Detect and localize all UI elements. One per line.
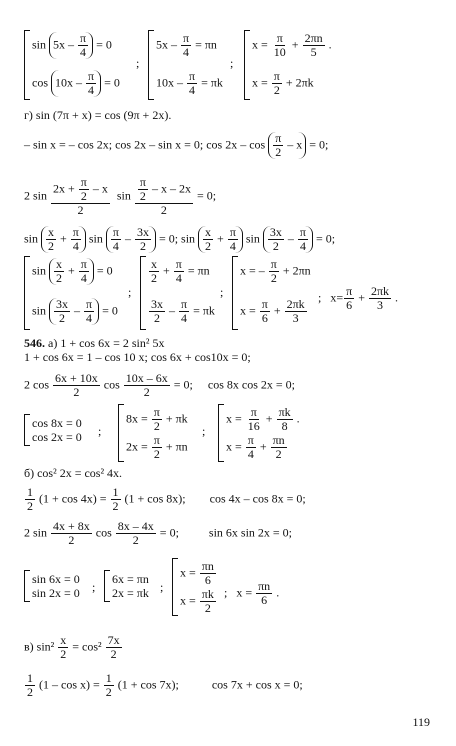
system-bracket <box>24 256 30 330</box>
line-546-2: 1 + cos 6x = 1 – cos 10 x; cos 6x + cos10x = 0; <box>24 350 251 364</box>
eq-x-pi10: x = $\frac{\pi}{10}$ + $\frac{2\pi n}{5}$ . <box>252 31 332 59</box>
g-line2: – sin x = – cos 2x; cos 2x – sin x = 0; cos 2x – cos $\frac{\pi}{2}$ – x = 0; <box>24 131 329 159</box>
answer-b: ; x = $\frac{\pi n}{6}$ . <box>224 579 280 607</box>
system-bracket <box>104 570 110 602</box>
system-7 <box>24 414 94 446</box>
system-bracket <box>244 30 250 100</box>
eq-sin-5x: sin 5x – $\frac{\pi}{4}$ = 0 <box>32 31 112 59</box>
eq: sin 2x = 0 <box>32 586 80 600</box>
semicolon: ; <box>230 56 234 70</box>
eq: x = $\frac{\pi n}{6}$ <box>180 559 214 587</box>
eq: x = – $\frac{\pi}{2}$ + 2πn <box>240 257 311 285</box>
problem-number: 546. <box>24 336 45 350</box>
text: cos 4x – cos 8x = 0; <box>209 491 306 506</box>
system-bracket <box>118 404 124 462</box>
system-bracket <box>24 30 30 100</box>
system-10 <box>24 570 90 602</box>
system-bracket <box>148 30 154 100</box>
v-title: в) sin² $\frac{x}{2}$ = cos² $\frac{7x}{2}$ <box>24 633 120 661</box>
g-title: г) sin (7π + x) = cos (9π + 2x). <box>24 108 172 122</box>
semicolon: ; <box>98 424 102 438</box>
system-1 <box>24 30 134 100</box>
answer-label: x= <box>330 290 344 305</box>
v-line2: $\frac{1}{2}$ (1 – cos x) = $\frac{1}{2}$ (1 + cos 7x); cos 7x + cos x = 0; <box>27 671 303 699</box>
system-8 <box>118 404 198 462</box>
problem-546-a: а) 1 + cos 6x = 2 sin² 5x <box>48 336 165 350</box>
text: (1 – cos x) = <box>39 677 100 692</box>
eq: x = $\frac{\pi}{16}$ + $\frac{\pi k}{8}$ . <box>226 405 300 433</box>
eq: x = $\frac{\pi}{6}$ + $\frac{2\pi k}{3}$ <box>240 297 305 325</box>
eq-10x-pik: 10x – $\frac{\pi}{4}$ = πk <box>156 69 223 97</box>
eq: $\frac{x}{2}$ + $\frac{\pi}{4}$ = πn <box>151 257 210 285</box>
eq: 2x = πk <box>112 586 149 600</box>
semicolon: ; <box>160 580 164 594</box>
system-bracket <box>24 570 30 602</box>
b-line2: $\frac{1}{2}$ (1 + cos 4x) = $\frac{1}{2}$ (1 + cos 8x); cos 4x – cos 8x = 0; <box>27 485 306 513</box>
text: (1 + cos 8x); <box>124 491 186 506</box>
eq: cos 2x = 0 <box>32 430 82 444</box>
semicolon: ; <box>220 285 224 299</box>
text: (1 + cos 7x); <box>117 677 179 692</box>
eq: sin $\frac{x}{2}$ + $\frac{\pi}{4}$ = 0 <box>32 257 113 285</box>
system-9 <box>218 404 308 462</box>
eq: $\frac{3x}{2}$ – $\frac{\pi}{4}$ = πk <box>151 297 215 325</box>
system-5 <box>140 256 220 330</box>
text: = cos² <box>72 639 102 654</box>
answer-g: ; x= $\frac{\pi}{6}$ + $\frac{2\pi k}{3}$ . <box>318 284 399 312</box>
system-2 <box>148 30 238 100</box>
eq: 6x = πn <box>112 572 149 586</box>
g-line4: sin $\frac{x}{2}$ + $\frac{\pi}{4}$ sin $\frac{\pi}{4}$ – $\frac{3x}{2}$ = 0; sin $\frac{x}{2}$ + $\frac{\pi}{4}$ sin $\frac{3x}{2}$ – $\frac{\pi}{4}$ = 0; <box>24 225 336 253</box>
text: в) sin² <box>24 639 55 654</box>
semicolon: ; <box>128 285 132 299</box>
line-546-3: 2 cos $\frac{6x + 10x}{2}$ cos $\frac{10x - 6x}{2}$ = 0; cos 8x cos 2x = 0; <box>24 371 295 399</box>
eq: cos 8x = 0 <box>32 416 82 430</box>
semicolon: ; <box>136 56 140 70</box>
system-bracket <box>24 414 30 446</box>
system-6 <box>232 256 322 330</box>
system-bracket <box>140 256 146 330</box>
system-bracket <box>218 404 224 462</box>
answer-label: x = <box>236 585 253 600</box>
g-line2-end: = 0; <box>309 137 329 152</box>
eq: 2x = $\frac{\pi}{2}$ + πn <box>126 433 188 461</box>
system-11 <box>104 570 164 602</box>
system-bracket <box>232 256 238 330</box>
system-4 <box>24 256 124 330</box>
eq-5x-pin: 5x – $\frac{\pi}{4}$ = πn <box>156 31 217 59</box>
g-line3: 2 sin 2x + $\frac{\pi}{2}$ – x 2 sin $\frac{\pi}{2}$ – x – 2x 2 = 0; <box>24 175 217 217</box>
eq-cos-10x: cos 10x – $\frac{\pi}{4}$ = 0 <box>32 69 120 97</box>
problem-546 <box>24 336 164 350</box>
g-line2-text: – sin x = – cos 2x; cos 2x – sin x = 0; cos 2x – cos <box>24 137 266 152</box>
page-number: 119 <box>412 715 430 729</box>
eq: x = $\frac{\pi}{4}$ + $\frac{\pi n}{2}$ <box>226 433 285 461</box>
text: cos 7x + cos x = 0; <box>211 677 303 692</box>
b-title: б) cos² 2x = cos² 4x. <box>24 466 123 480</box>
eq: x = $\frac{\pi k}{2}$ <box>180 587 214 615</box>
system-12 <box>172 558 222 616</box>
text: sin 6x sin 2x = 0; <box>208 525 293 540</box>
eq: sin $\frac{3x}{2}$ – $\frac{\pi}{4}$ = 0 <box>32 297 118 325</box>
semicolon: ; <box>202 424 206 438</box>
system-bracket <box>172 558 178 616</box>
b-line3: 2 sin $\frac{4x + 8x}{2}$ cos $\frac{8x - 4x}{2}$ = 0; sin 6x sin 2x = 0; <box>24 519 293 547</box>
eq: 8x = $\frac{\pi}{2}$ + πk <box>126 405 188 433</box>
text: (1 + cos 4x) = <box>39 491 107 506</box>
semicolon: ; <box>92 580 96 594</box>
system-3 <box>244 30 340 100</box>
eq-x-pi2: x = $\frac{\pi}{2}$ + 2πk <box>252 69 314 97</box>
eq: sin 6x = 0 <box>32 572 80 586</box>
